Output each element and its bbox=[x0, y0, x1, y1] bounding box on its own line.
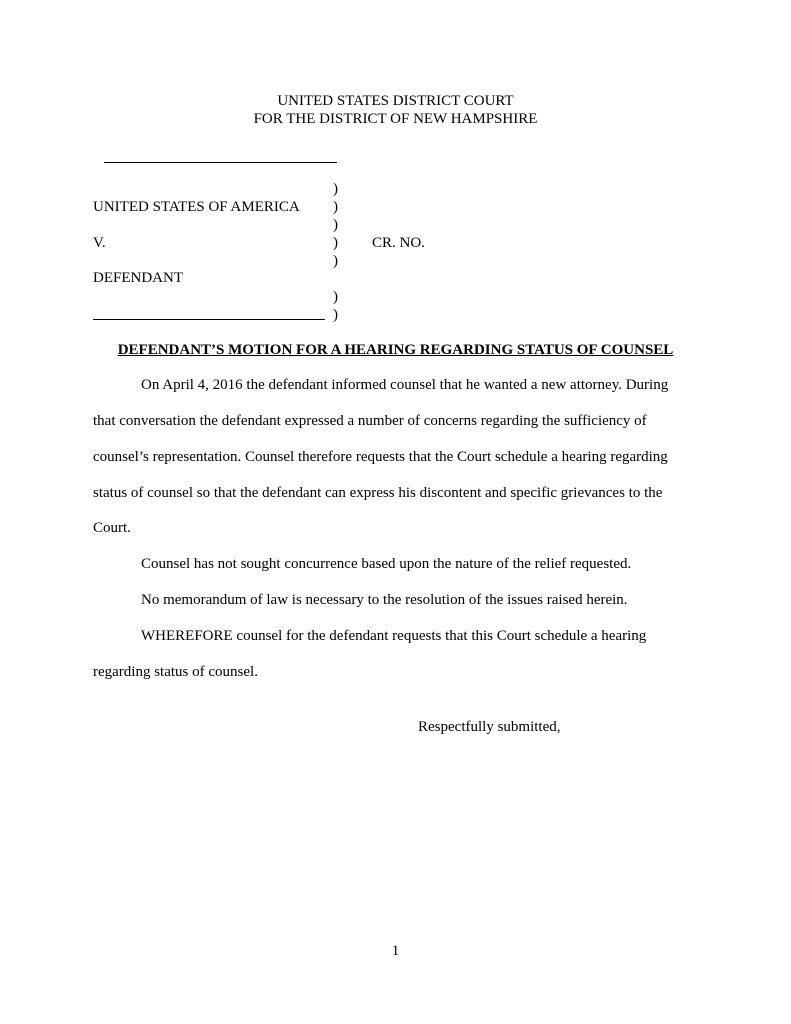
court-name: UNITED STATES DISTRICT COURT bbox=[277, 93, 514, 109]
caption-paren: ) bbox=[333, 307, 338, 323]
paragraph-line: status of counsel so that the defendant can express his discontent and specific grievances to the bbox=[93, 485, 663, 501]
court-district: FOR THE DISTRICT OF NEW HAMPSHIRE bbox=[253, 111, 538, 127]
paragraph-line: regarding status of counsel. bbox=[93, 664, 258, 680]
closing-text: Respectfully submitted, bbox=[418, 719, 561, 735]
paragraph-line: On April 4, 2016 the defendant informed counsel that he wanted a new attorney. During bbox=[141, 377, 669, 393]
caption-paren: ) bbox=[333, 289, 338, 305]
page-number: 1 bbox=[391, 943, 400, 959]
paragraph-line: WHEREFORE counsel for the defendant requests that this Court schedule a hearing bbox=[141, 628, 647, 644]
paragraph-line: Court. bbox=[93, 520, 131, 536]
paragraph-line: No memorandum of law is necessary to the resolution of the issues raised herein. bbox=[141, 592, 628, 608]
paragraph-line: counsel’s representation. Counsel therefore requests that the Court schedule a hearing regarding bbox=[93, 449, 668, 465]
caption-paren: ) bbox=[333, 217, 338, 233]
paragraph-line: that conversation the defendant expressed a number of concerns regarding the sufficiency of bbox=[93, 413, 647, 429]
caption-paren: ) bbox=[333, 235, 338, 251]
paragraph-line: Counsel has not sought concurrence based upon the nature of the relief requested. bbox=[141, 556, 632, 572]
case-number-label: CR. NO. bbox=[372, 235, 425, 251]
defendant-name: DEFENDANT bbox=[93, 270, 183, 286]
caption-top-rule bbox=[104, 162, 337, 163]
caption-paren: ) bbox=[333, 181, 338, 197]
caption-bottom-rule bbox=[93, 319, 325, 320]
plaintiff-name: UNITED STATES OF AMERICA bbox=[93, 199, 300, 215]
caption-paren: ) bbox=[333, 199, 338, 215]
motion-title: DEFENDANT’S MOTION FOR A HEARING REGARDING STATUS OF COUNSEL bbox=[117, 342, 674, 358]
versus-label: V. bbox=[93, 235, 106, 251]
caption-paren: ) bbox=[333, 253, 338, 269]
